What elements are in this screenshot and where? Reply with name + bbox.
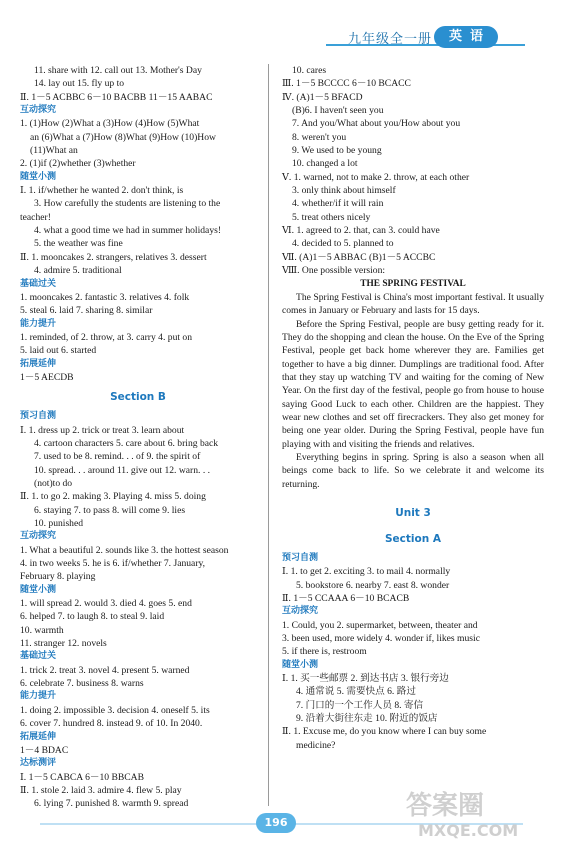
section-heading: 拓展延伸	[20, 358, 57, 369]
answer-line: 4. 通常说 5. 需要快点 6. 路过	[296, 686, 416, 698]
answer-line: 9. We used to be young	[292, 145, 382, 157]
subject-badge: 英语	[434, 26, 498, 48]
left-answer-column	[20, 64, 256, 811]
answer-line: Ⅰ. 1. to get 2. exciting 3. to mail 4. normally	[282, 566, 451, 578]
answer-line: 4. cartoon characters 5. care about 6. bring back	[34, 437, 219, 449]
answer-line: (11)What an	[30, 145, 78, 157]
answer-line: 6. lying 7. punished 8. warmth 9. spread	[34, 798, 189, 810]
answer-line: 9. 沿着大街往东走 10. 附近的饭店	[296, 713, 438, 725]
section-heading: 互动探究	[20, 105, 57, 116]
answer-line: 1. trick 2. treat 3. novel 4. present 5. warned	[20, 664, 190, 676]
answer-line: Ⅰ. 1－5 CABCA 6－10 BBCAB	[20, 771, 145, 783]
right-answer-column	[282, 64, 544, 752]
answer-line: 3. only think about himself	[292, 185, 396, 197]
answer-line: Ⅴ. 1. warned, not to make 2. throw, at each other	[282, 171, 470, 183]
page-header	[0, 0, 563, 54]
answer-line: medicine?	[296, 739, 336, 751]
answer-line: 5. if there is, restroom	[282, 646, 367, 658]
answer-line: 1. will spread 2. would 3. died 4. goes 5. end	[20, 598, 192, 610]
answer-line: 1. reminded, of 2. throw, at 3. carry 4. put on	[20, 331, 193, 343]
answer-line: 2. (1)if (2)whether (3)whether	[20, 158, 136, 170]
section-heading: 能力提升	[20, 318, 57, 329]
section-heading: 基础过关	[20, 278, 57, 289]
answer-line: (B)6. I haven't seen you	[292, 105, 384, 117]
answer-line: 6. helped 7. to laugh 8. to steal 9. laid	[20, 611, 165, 623]
answer-line: 11. stranger 12. novels	[20, 638, 107, 650]
answer-line: 10. changed a lot	[292, 158, 358, 170]
answer-line: 4. decided to 5. planned to	[292, 238, 394, 250]
answer-line: 3. been used, more widely 4. wonder if, likes music	[282, 633, 480, 645]
answer-line: Ⅱ. 1－5 CCAAA 6－10 BCACB	[282, 593, 410, 605]
essay-paragraph: The Spring Festival is China's most important festival. It usually comes in January or February and lasts for 15 days.	[282, 291, 544, 317]
answer-line: 8. weren't you	[292, 131, 347, 143]
page-number: 196	[256, 813, 296, 833]
answer-line: Ⅱ. 1. mooncakes 2. strangers, relatives 3. dessert	[20, 251, 207, 263]
answer-line: 10. spread. . . around 11. give out 12. warn. . .	[34, 464, 211, 476]
answer-line: teacher!	[20, 211, 51, 223]
answer-line: Ⅱ. 1. to go 2. making 3. Playing 4. miss 5. doing	[20, 491, 206, 503]
answer-line: 1. doing 2. impossible 3. decision 4. oneself 5. its	[20, 704, 210, 716]
answer-line: 5. steal 6. laid 7. sharing 8. similar	[20, 305, 153, 317]
watermark-url: MXQE.COM	[418, 821, 519, 840]
answer-line: 6. celebrate 7. business 8. warns	[20, 678, 144, 690]
answer-line: 5. the weather was fine	[34, 238, 123, 250]
answer-line: 1. (1)How (2)What a (3)How (4)How (5)What	[20, 118, 200, 130]
section-heading: 预习自测	[282, 553, 319, 563]
answer-line: Ⅰ. 1. if/whether he wanted 2. don't think, is	[20, 185, 184, 197]
essay-body	[282, 291, 544, 491]
answer-line: Ⅱ. 1－5 ACBBC 6－10 BACBB 11－15 AABAC	[20, 91, 213, 103]
section-heading: 互动探究	[20, 531, 57, 542]
section-title: Section B	[110, 391, 166, 404]
answer-line: Ⅳ. (A)1－5 BFACD	[282, 91, 363, 103]
answer-line: Ⅰ. 1. 买一些邮票 2. 到达书店 3. 银行旁边	[282, 673, 449, 685]
answer-line: 5. treat others nicely	[292, 211, 371, 223]
essay-paragraph: Everything begins in spring. Spring is also a season when all beings come back to life. So we celebrate it and welcome its returning.	[282, 451, 544, 490]
answer-line: Ⅰ. 1. dress up 2. trick or treat 3. learn about	[20, 424, 185, 436]
section-heading: 随堂小测	[282, 659, 319, 670]
answer-line: 11. share with 12. call out 13. Mother's Day	[34, 65, 202, 76]
answer-line: 3. How carefully the students are listening to the	[34, 198, 221, 210]
gap	[282, 491, 544, 500]
answer-line: 4. whether/if it will rain	[292, 198, 384, 210]
section-heading: 能力提升	[20, 691, 57, 702]
answer-line: 6. staying 7. to pass 8. will come 9. lies	[34, 504, 186, 516]
answer-line: 14. lay out 15. fly up to	[34, 78, 125, 90]
answer-line: 7. 门口的一个工作人员 8. 寄信	[296, 699, 424, 711]
answer-line: February 8. playing	[20, 571, 96, 583]
answer-line: Ⅱ. 1. stole 2. laid 3. admire 4. flew 5. play	[20, 784, 182, 796]
answer-line: 6. cover 7. hundred 8. instead 9. of 10. In 2040.	[20, 718, 203, 730]
section-heading: 随堂小测	[20, 584, 57, 595]
answer-line: Ⅲ. 1－5 BCCCC 6－10 BCACC	[282, 78, 411, 90]
answer-line: (not)to do	[34, 477, 73, 489]
answer-line: 5. bookstore 6. nearby 7. east 8. wonder	[296, 579, 450, 591]
section-heading: 达标测评	[20, 758, 57, 769]
answer-line: 10. cares	[292, 65, 327, 76]
section-heading: 基础过关	[20, 651, 57, 662]
answer-line: 1. Could, you 2. supermarket, between, theater and	[282, 619, 478, 631]
section-heading: 拓展延伸	[20, 731, 57, 742]
column-divider	[268, 64, 269, 806]
book-title: 九年级全一册	[348, 32, 433, 47]
section-heading: 随堂小测	[20, 171, 57, 182]
answer-line: 1. What a beautiful 2. sounds like 3. the hottest season	[20, 544, 229, 556]
answer-line: 4. what a good time we had in summer holidays!	[34, 225, 222, 237]
right-top-answers	[282, 64, 544, 291]
watermark-text: 答案圈	[406, 791, 485, 821]
section-title: Unit 3	[395, 507, 431, 519]
watermark-logo	[396, 782, 556, 842]
answer-line: 10. punished	[34, 518, 84, 529]
section-heading: 预习自测	[20, 411, 57, 422]
answer-line: Ⅵ. 1. agreed to 2. that, can 3. could have	[282, 225, 440, 237]
essay-paragraph: Before the Spring Festival, people are busy getting ready for it. They do the shopping and clean the house. On the Eve of the Spring Festival, people get back home wherever they are. Families get together to have a big dinner. Dumplings are traditional food. After that they stay up watching TV and waiting for the coming of New Year. On the first day of the festival, people go from house to house saying Good Luck to each other. Children are the happiest. They wear new clothes and set off firecrackers. They also get money for being one year older. During the Spring Festival, people have fun playing with and visiting the friends and relatives.	[282, 318, 544, 450]
answer-line: 4. admire 5. traditional	[34, 265, 122, 277]
answer-line: 5. laid out 6. started	[20, 345, 97, 357]
answer-line: Ⅷ. One possible version:	[282, 265, 386, 277]
answer-line: 7. And you/What about you/How about you	[292, 118, 461, 130]
section-heading: 互动探究	[282, 606, 319, 617]
answer-line: 7. used to be 8. remind. . . of 9. the spirit of	[34, 451, 201, 463]
essay-title: THE SPRING FESTIVAL	[360, 278, 466, 289]
answer-line: 10. warmth	[20, 624, 64, 636]
answer-line: 4. in two weeks 5. he is 6. if/whether 7. January,	[20, 558, 206, 570]
answer-line: Ⅶ. (A)1－5 ABBAC (B)1－5 ACCBC	[282, 251, 436, 263]
answer-line: Ⅱ. 1. Excuse me, do you know where I can buy some	[282, 726, 487, 738]
answer-line: 1－5 AECDB	[20, 371, 74, 383]
answer-line: 1－4 BDAC	[20, 744, 69, 756]
section-title: Section A	[385, 533, 441, 545]
right-bottom-answers	[282, 500, 544, 752]
answer-line: 1. mooncakes 2. fantastic 3. relatives 4. folk	[20, 291, 190, 303]
answer-line: an (6)What a (7)How (8)What (9)How (10)How	[30, 131, 216, 143]
